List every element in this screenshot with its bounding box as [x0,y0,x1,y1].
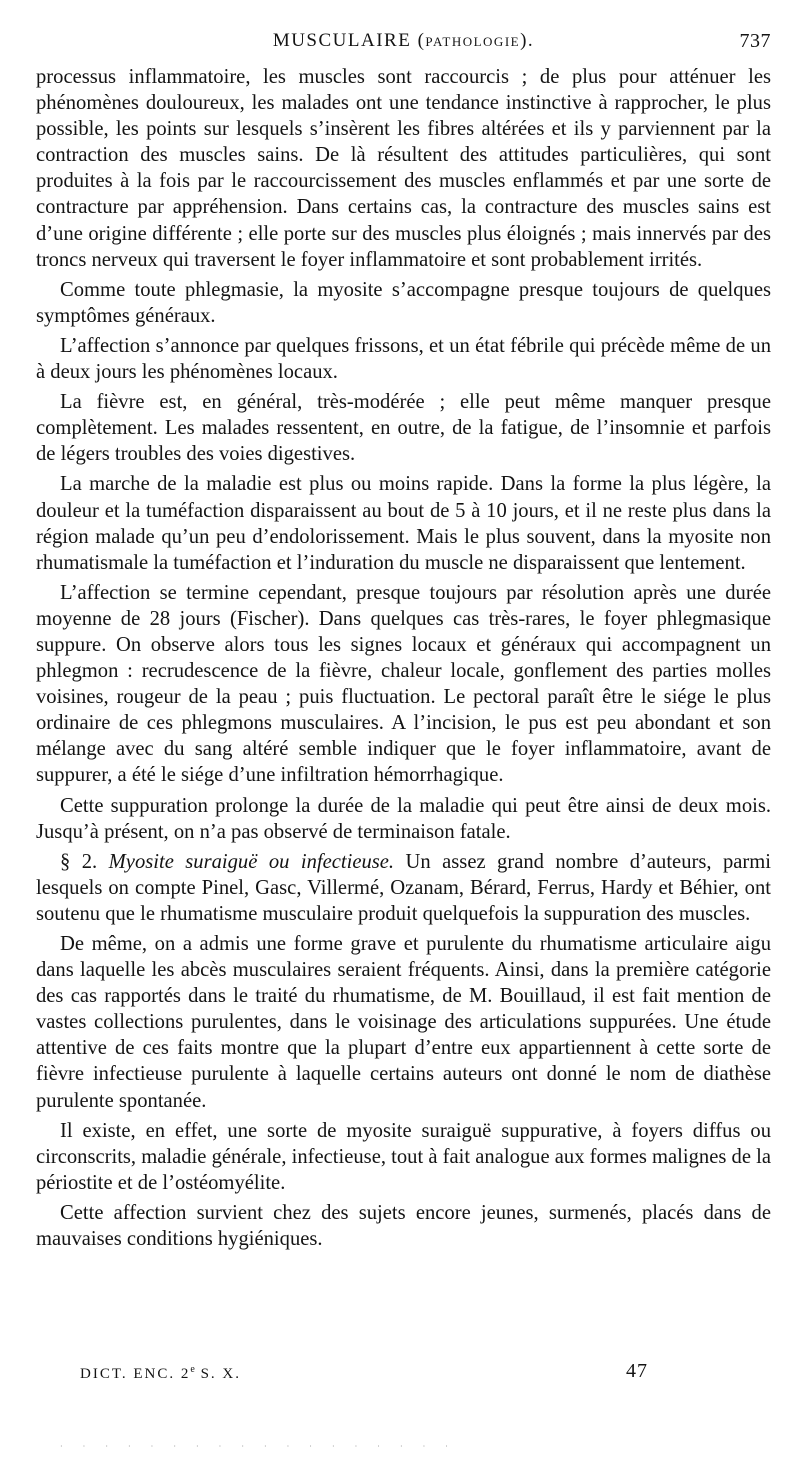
paragraph: Comme toute phlegmasie, la myosite s’accompagne presque toujours de quelques symptômes généraux. [36,278,771,327]
paragraph: Il existe, en effet, une sorte de myosite suraiguë suppurative, à foyers diffus ou circonscrits, maladie générale, infectieuse, tout à fait analogue aux formes malignes de la périostite et de l’ostéomyélite. [36,1119,771,1194]
paragraph: La fièvre est, en général, très-modérée ; elle peut même manquer presque complètement. Les malades ressentent, en outre, de la fatigue, de l’insomnie et parfois de légers troubles des voies digestives. [36,391,771,466]
running-title [36,30,771,52]
running-title-end: ). [520,30,535,51]
paragraph-continued: processus inflammatoire, les muscles sont raccourcis ; de plus pour atténuer les phénomènes douloureux, les malades ont une tendance instinctive à rapprocher, le plus possible, les points sur lesquels s’insèrent les fibres altérées et ils y parviennent par la contraction des muscles sains. De là résultent des attitudes particulières, qui sont produites à la fois par le raccourcissement des muscles enflammés et par une sorte de contracture par appréhension. Dans certains cas, la contracture des muscles sains est d’une origine différente ; elle porte sur des muscles plus éloignés ; mais innervés par des troncs nerveux qui traversent le foyer inflammatoire et sont probablement irrités. [36,66,771,271]
book-page [36,28,771,1256]
section-heading: Myosite suraiguë ou infectieuse. [108,850,395,873]
paragraph: L’affection s’annonce par quelques frissons, et un état fébrile qui précède même de un à deux jours les phénomènes locaux. [36,334,771,384]
signature-superscript: e [190,1364,195,1375]
section-paragraph [36,849,771,927]
body-text [36,64,771,1252]
signature-after: S. X. [194,1366,242,1382]
running-title-main: MUSCULAIRE ( [272,30,426,51]
section-text: Un assez grand nombre d’auteurs, parmi lesquels on compte Pinel, Gasc, Villermé, Ozanam, Bérard, Ferrus, Hardy et Béhier, ont soutenu que le rhumatisme musculaire produit quelquefois la suppuration des muscles. [36,850,772,925]
paragraph: De même, on a admis une forme grave et purulente du rhumatisme articulaire aigu dans laquelle les abcès musculaires seraient fréquents. Ainsi, dans la première catégorie des cas rapportés dans le traité du rhumatisme, de M. Bouillaud, il est fait mention de vastes collections purulentes, dans le voisinage des articulations suppurées. Une étude attentive de ces faits montre que la plupart d’entre eux appartiennent à cette sorte de fièvre infectieuse purulente à laquelle certains auteurs ont donné le nom de diathèse purulente spontanée. [36,933,771,1112]
running-title-small-caps: PATHOLOGIE [425,34,521,49]
paragraph: Cette suppuration prolonge la durée de la maladie qui peut être ainsi de deux mois. Jusqu’à présent, on n’a pas observé de terminaison fatale. [36,794,771,843]
page-number: 737 [739,30,771,52]
page-footer [80,1360,720,1386]
section-number: § 2. [60,850,98,873]
paragraph: Cette affection survient chez des sujets encore jeunes, surmenés, placés dans de mauvaises conditions hygiéniques. [36,1201,771,1251]
signature-mark [80,1364,241,1383]
signature-before: DICT. ENC. 2 [80,1366,191,1382]
running-header [36,28,771,58]
print-specks-decoration: · · · · · · · · · · · · · · · · · · [60,1442,457,1450]
sheet-number: 47 [626,1360,648,1382]
paragraph: La marche de la maladie est plus ou moins rapide. Dans la forme la plus légère, la douleur et la tuméfaction disparaissent au bout de 5 à 10 jours, et il ne reste plus dans la région malade qu’un peu d’endolorissement. Mais le plus souvent, dans la myosite non rhumatismale la tuméfaction et l’induration du muscle ne disparaissent que lentement. [36,473,771,574]
paragraph: L’affection se termine cependant, presque toujours par résolution après une durée moyenne de 28 jours (Fischer). Dans quelques cas très-rares, le foyer phlegmasique suppure. On observe alors tous les signes locaux et généraux qui accompagnent un phlegmon : recrudescence de la fièvre, chaleur locale, gonflement des parties molles voisines, rougeur de la peau ; puis fluctuation. Le pectoral paraît être le siége le plus ordinaire de ces phlegmons musculaires. A l’incision, le pus est peu abondant et son mélange avec du sang altéré semble indiquer que le foyer inflammatoire, avant de suppurer, a été le siége d’une infiltration hémorrhagique. [36,581,771,787]
